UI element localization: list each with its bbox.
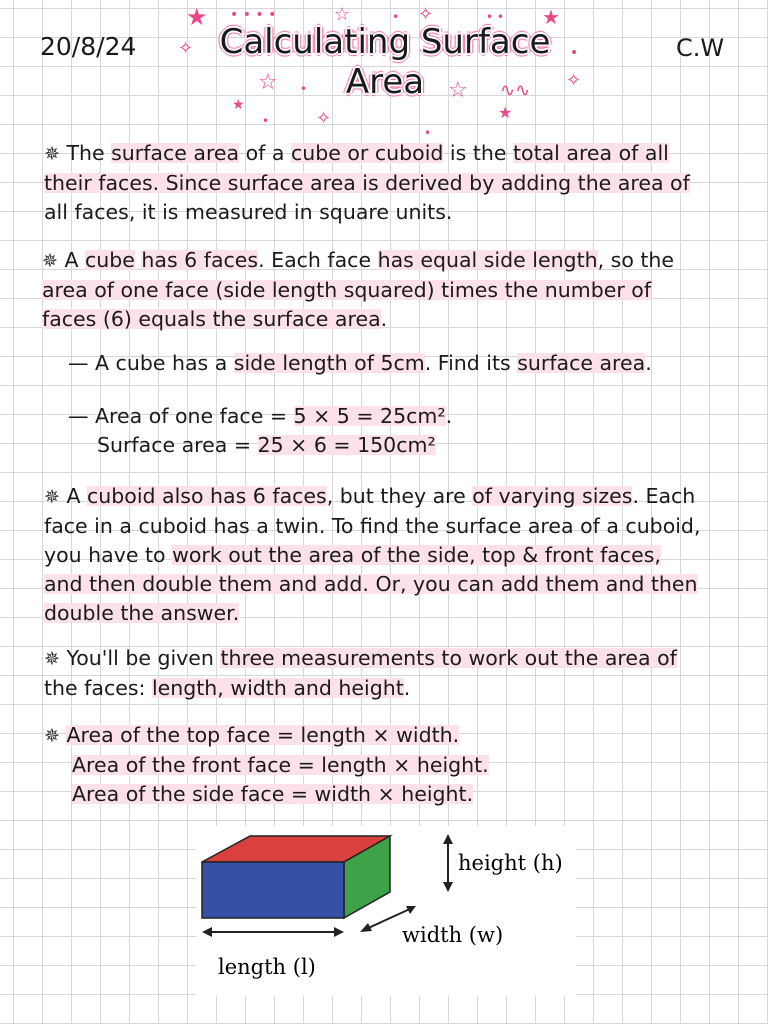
highlight: of varying sizes	[472, 484, 633, 508]
highlight: total area of all	[512, 141, 669, 165]
star-bullet-icon: ✵	[44, 486, 60, 508]
text: , so the	[597, 248, 675, 272]
dots-icon: • • • •	[230, 7, 277, 23]
paragraph-measurements	[44, 644, 677, 703]
height-label: height (h)	[458, 851, 563, 875]
text: .	[645, 351, 652, 375]
highlight: cube	[85, 248, 135, 272]
dots-icon: • •	[486, 10, 504, 24]
star-bullet-icon: ✵	[44, 725, 60, 747]
highlight: side length of 5cm	[233, 351, 425, 375]
title-line-2: Area	[345, 62, 425, 102]
star-bullet-icon: ✵	[44, 143, 60, 165]
sparkle-icon: ✧	[418, 4, 434, 25]
highlight: cuboid also has 6 faces	[87, 484, 327, 508]
squiggle-icon: ∿∿	[500, 80, 531, 101]
title-line-1: Calculating Surface	[219, 22, 551, 62]
paragraph-cube	[42, 246, 674, 334]
example-question	[68, 349, 652, 378]
dot-icon: •	[392, 10, 400, 24]
highlight: Area of the side face = width × height.	[72, 782, 474, 806]
date: 20/8/24	[40, 32, 137, 61]
dot-icon: •	[262, 114, 270, 128]
text-line	[44, 780, 489, 809]
text-line	[44, 570, 700, 599]
sparkle-icon: ✧	[566, 70, 582, 91]
highlight: work out the area of the side, top & front faces,	[172, 543, 661, 567]
star-outline-icon: ☆	[334, 4, 351, 25]
sparkle-icon: ✧	[316, 108, 332, 129]
text-line	[42, 276, 674, 305]
text: A	[64, 248, 85, 272]
highlight: and then double them and add. Or, you can add them and then	[44, 572, 698, 596]
text: Surface area =	[97, 433, 258, 457]
highlight: surface area	[517, 351, 646, 375]
text: the faces:	[44, 676, 152, 700]
star-icon: ★	[186, 3, 208, 31]
text: of a	[239, 141, 291, 165]
highlight: their faces. Since surface area is derived by adding the area of	[44, 171, 690, 195]
length-label: length (l)	[218, 955, 316, 979]
paragraph-face-formulas	[44, 721, 489, 809]
star-bullet-icon: ✵	[42, 250, 58, 272]
star-icon: ★	[498, 103, 513, 122]
highlight: has equal side length	[377, 248, 598, 272]
text: is the	[443, 141, 513, 165]
text-line	[44, 482, 700, 512]
text-line	[44, 512, 700, 541]
dot-icon: •	[570, 45, 579, 61]
highlight: area of one face (side length squared) times the number of	[42, 278, 652, 302]
text: .	[380, 307, 388, 331]
highlight: Area of the top face = length × width.	[66, 723, 460, 747]
star-bullet-icon: ✵	[44, 648, 60, 670]
example-answer	[68, 402, 452, 460]
star-outline-icon: ☆	[258, 70, 278, 95]
dot-icon: •	[300, 82, 308, 96]
text: . Each face	[258, 248, 378, 272]
cuboid-front-face	[202, 862, 344, 918]
text: A	[66, 484, 87, 508]
highlight: cube or cuboid	[290, 141, 444, 165]
highlight: three measurements to work out the area of	[220, 646, 677, 670]
text: . Find its	[424, 351, 518, 375]
text-line	[68, 431, 452, 460]
star-icon: ★	[542, 5, 560, 29]
text: face in a cuboid has a twin. To find the surface area of a cuboid,	[44, 514, 701, 538]
highlight: length, width and height	[151, 676, 404, 700]
paragraph-cuboid	[44, 482, 700, 628]
initials: C.W	[676, 34, 725, 62]
star-icon: ★	[232, 97, 245, 113]
text-line	[44, 139, 690, 169]
text-line	[44, 644, 677, 674]
text: The	[66, 141, 112, 165]
text-line	[44, 541, 700, 570]
highlight: double the answer.	[44, 601, 240, 625]
text: — Area of one face =	[68, 404, 294, 428]
text-line	[44, 599, 700, 628]
width-label: width (w)	[402, 923, 504, 947]
highlight: surface area	[111, 141, 240, 165]
text: all faces, it is measured in square units.	[44, 200, 453, 224]
text-line	[44, 721, 489, 751]
highlight: Area of the front face = length × height.	[72, 753, 489, 777]
star-outline-icon: ☆	[448, 78, 468, 103]
text: .	[403, 676, 411, 700]
text-line	[42, 246, 674, 276]
text: You'll be given	[66, 646, 221, 670]
dot-icon: •	[424, 126, 432, 140]
sparkle-icon: ✧	[178, 38, 194, 59]
text: , but they are	[326, 484, 473, 508]
paragraph-surface-area	[44, 139, 690, 227]
text: you have to	[44, 543, 173, 567]
text-line	[44, 751, 489, 780]
highlight: 5 × 5 = 25cm²	[293, 404, 446, 428]
text-line	[44, 198, 690, 227]
text: .	[445, 404, 453, 428]
text: . Each	[632, 484, 696, 508]
text: — A cube has a	[68, 351, 234, 375]
highlight: 25 × 6 = 150cm²	[257, 433, 436, 457]
highlight: faces (6) equals the surface area	[42, 307, 381, 331]
text-line	[44, 169, 690, 198]
highlight: has 6 faces	[141, 248, 259, 272]
cuboid-diagram	[196, 826, 576, 996]
text-line	[44, 674, 677, 703]
text-line	[68, 402, 452, 431]
text-line	[42, 305, 674, 334]
